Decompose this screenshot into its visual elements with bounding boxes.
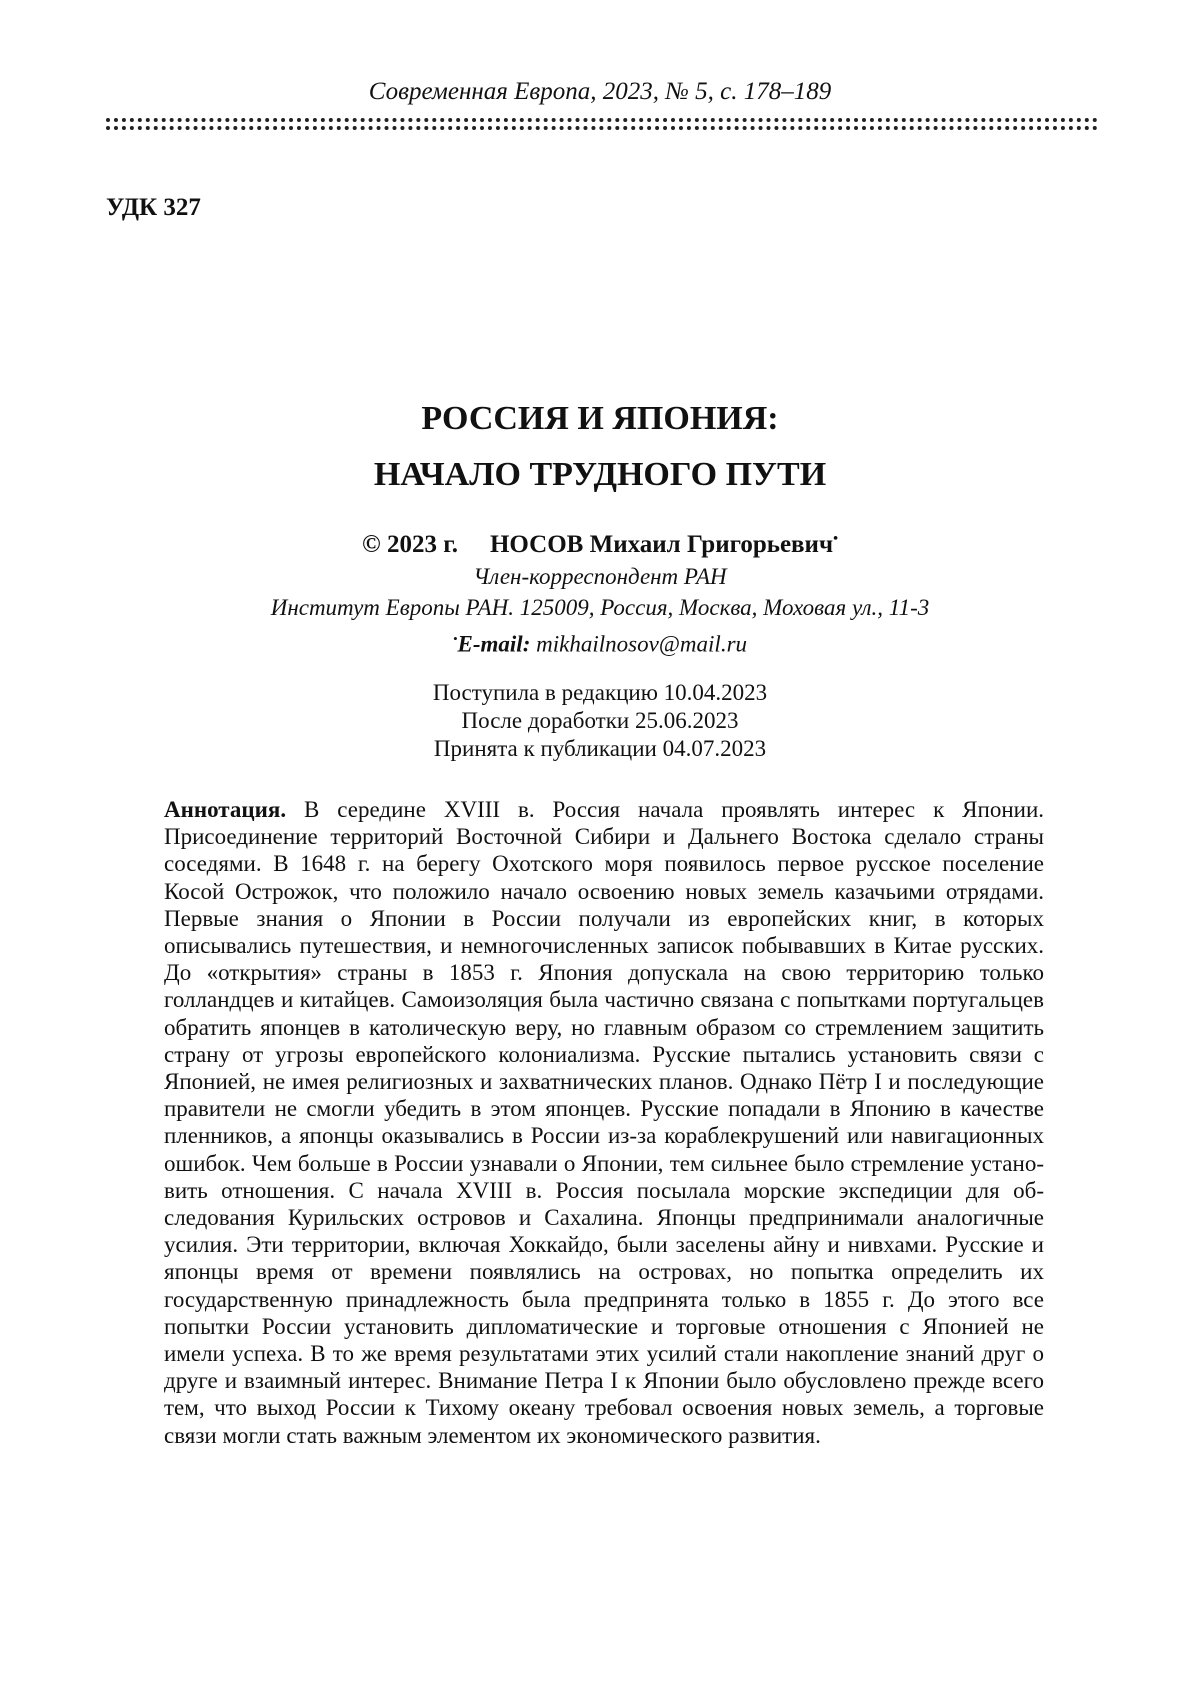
author-line [0, 531, 1200, 559]
author-position: Член-корреспондент РАН [473, 564, 727, 589]
author-mark: • [833, 531, 838, 547]
date-received: Поступила в редакцию 10.04.2023 [432, 680, 768, 705]
title-line-2: НАЧАЛО ТРУДНОГО ПУТИ [373, 456, 827, 493]
author-institution: Институт Европы РАН. 125009, Россия, Москва, Моховая ул., 11-3 [270, 595, 930, 620]
author-email[interactable]: mikhailnosov@mail.ru [536, 631, 748, 657]
author-affiliation [0, 561, 1200, 660]
author-email-line [0, 623, 1200, 660]
abstract [164, 796, 1044, 1449]
journal-citation: Современная Европа, 2023, № 5, с. 178–189 [368, 78, 832, 105]
header-rule [106, 118, 1098, 130]
date-revised: После доработки 25.06.2023 [461, 708, 739, 733]
abstract-label: Аннотация. [164, 797, 287, 822]
copyright-year: © 2023 г. [362, 531, 458, 558]
abstract-text: В середине XVIII в. Россия начала проявлять интерес к Японии. Присоединение территорий Восточной Сибири и Дальнего Востока сделало страны соседями. В 1648 г. на берегу Охотского моря появилось первое русское поселение Косой Острожок, что положило начало освоению новых земель казачьими отрядами. Первые знания о Японии в России получали из европейских книг, в которых описывались путешествия, и немногочисленных записок побывавших в Китае русских. До «открытия» страны в 1853 г. Япония допускала на свою территорию только голландцев и китайцев. Самоизоляция была частично связана с попытками португальцев обратить японцев в католическую веру, но главным образом со стремлением защитить страну от угрозы европейского колониализма. Русские пытались установить связи с Японией, не имея религиозных и захватнических планов. Однако Пётр I и последующие правители не смогли убедить в этом японцев. Русские попадали в Японию в качестве пленников, а японцы оказывались в России из-за кораблекрушений или навигационных ошибок. Чем больше в России узнавали о Японии, тем сильнее было стремление установить отношения. С начала XVIII в. Россия посылала морские экспедиции для обследования Курильских островов и Сахалина. Японцы предпринимали аналогичные усилия. Эти территории, включая Хоккайдо, были заселены айну и нивхами. Русские и японцы время от времени появлялись на островах, но попытка определить их государственную принадлежность была предпринята только в 1855 г. До этого все попытки России установить дипломатические и торговые отношения с Японией не имели успеха. В то же время результатами этих усилий стали накопление знаний друг о друге и взаимный интерес. Внимание Петра I к Японии было обусловлено прежде всего тем, что выход России к Тихому океану требовал освоения новых земель, а торговые связи могли стать важным элементом их экономического развития. [164, 797, 1045, 1448]
submission-dates [0, 679, 1200, 763]
udk-code: УДК 327 [106, 194, 201, 221]
email-mark: • [452, 631, 458, 646]
article-title [0, 391, 1200, 503]
author-name: НОСОВ Михаил Григорьевич [489, 531, 834, 558]
date-accepted: Принята к публикации 04.07.2023 [433, 736, 767, 761]
title-line-1: РОССИЯ И ЯПОНИЯ: [421, 400, 779, 437]
email-label: E-mail: [457, 631, 531, 657]
